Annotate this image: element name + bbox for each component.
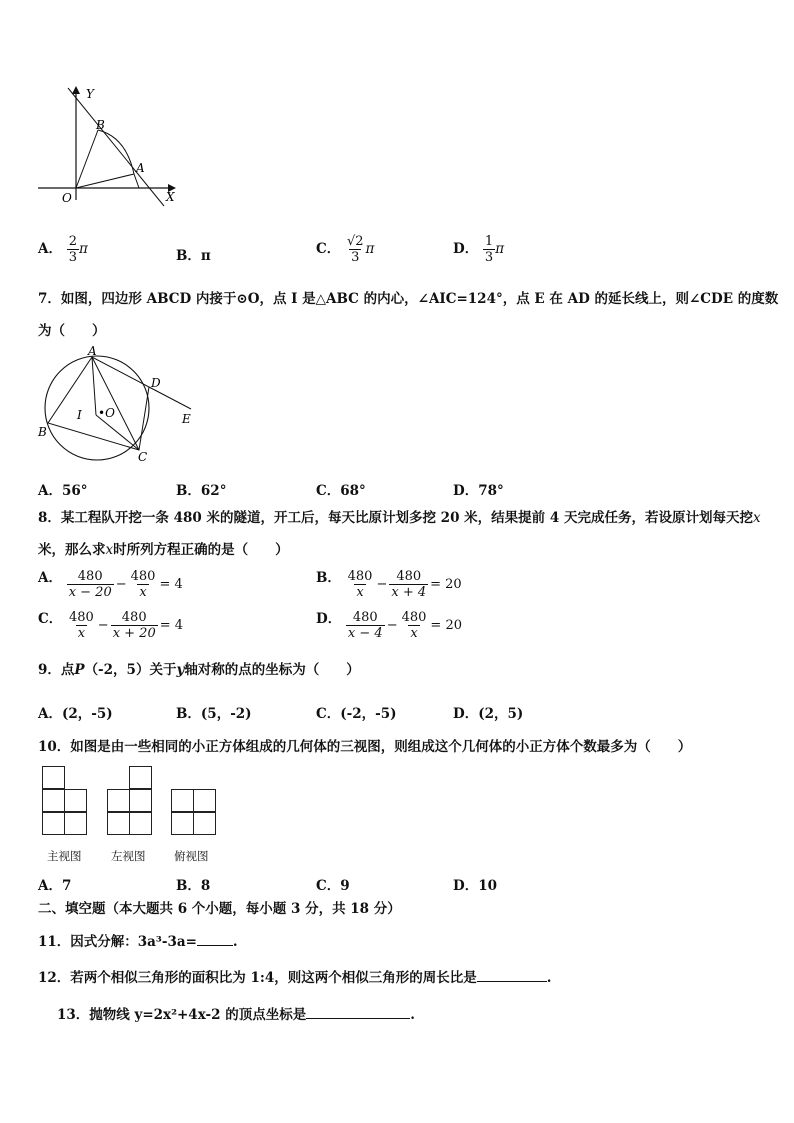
q7-option-b: B．62° bbox=[176, 483, 227, 499]
q7-option-a: A．56° bbox=[38, 483, 88, 499]
front-view-label: 主视图 bbox=[47, 849, 82, 863]
q13-text: 13．抛物线 y=2x²+4x-2 的顶点坐标是 . bbox=[57, 1004, 415, 1024]
q8-text-line2 bbox=[38, 541, 289, 559]
q10-option-c: C．9 bbox=[316, 878, 350, 894]
q8-option-c: C． $\frac{480}{x}$ − $\frac{480}{x + 20}$ = 4 bbox=[38, 609, 184, 641]
segment-ac bbox=[92, 357, 139, 450]
q9-option-a: A．(2，-5) bbox=[38, 706, 113, 722]
q7-text-line2: 为（ ） bbox=[38, 323, 106, 339]
segment-oa bbox=[76, 174, 134, 188]
top-view-label: 俯视图 bbox=[174, 849, 209, 863]
q7-option-d: D．78° bbox=[453, 483, 504, 499]
arc-ab bbox=[98, 130, 139, 188]
label-e: E bbox=[182, 412, 191, 426]
q6-option-a: A． $\frac{2}{3}$ π bbox=[38, 234, 88, 265]
q9-option-b: B．(5，-2) bbox=[176, 706, 252, 722]
q12-answer-blank[interactable] bbox=[477, 967, 547, 982]
q8-text-line1 bbox=[38, 509, 761, 527]
q8-line1-text: 8．某工程队开挖一条 480 米的隧道，开工后，每天比原计划多挖 20 米，结果提前 4 天完成任务，若设原计划每天挖 bbox=[38, 510, 753, 526]
q10-three-views bbox=[38, 762, 220, 866]
q8-option-b: B． $\frac{480}{x}$ − $\frac{480}{x + 4}$ = 20 bbox=[316, 568, 462, 600]
label-x: X bbox=[166, 190, 175, 204]
label-i: I bbox=[77, 408, 82, 422]
segment-ai bbox=[92, 357, 96, 415]
q7-figure bbox=[34, 343, 199, 465]
side-view-label: 左视图 bbox=[111, 849, 146, 863]
side-view bbox=[107, 766, 155, 838]
q8-line2-a: 米，那么求 bbox=[38, 542, 106, 558]
q8-option-d: D． $\frac{480}{x - 4}$ − $\frac{480}{x}$ = 20 bbox=[316, 609, 462, 641]
label-c: C bbox=[138, 450, 148, 464]
y-axis-arrow bbox=[72, 86, 80, 94]
segment-ic bbox=[96, 415, 139, 450]
q9-option-d: D．(2，5) bbox=[453, 706, 524, 722]
q6-option-c: C． $\frac{√2}{3}$ π bbox=[316, 234, 375, 265]
q6-figure bbox=[34, 82, 184, 207]
q10-text: 10．如图是由一些相同的小正方体组成的几何体的三视图，则组成这个几何体的小正方体个数最多为（ ） bbox=[38, 739, 692, 755]
q9-option-c: C．(-2，-5) bbox=[316, 706, 397, 722]
label-b: B bbox=[96, 118, 105, 132]
label-y: Y bbox=[86, 87, 94, 101]
q6-option-d: D． $\frac{1}{3}$ π bbox=[453, 234, 505, 265]
top-view bbox=[171, 789, 219, 837]
label-a: A bbox=[136, 161, 145, 175]
q7-text-line1: 7．如图，四边形 ABCD 内接于⊙O，点 I 是△ABC 的内心，∠AIC=124°，点 E 在 AD 的延长线上，则∠CDE 的度数 bbox=[38, 291, 779, 307]
q10-option-d: D．10 bbox=[453, 878, 497, 894]
q10-option-b: B．8 bbox=[176, 878, 211, 894]
section-title: 二、填空题（本大题共 6 个小题，每小题 3 分，共 18 分） bbox=[38, 901, 401, 917]
q11-text: 11．因式分解：3a³-3a= . bbox=[38, 931, 238, 951]
segment-ob bbox=[76, 130, 98, 188]
q6-option-b: B．π bbox=[176, 248, 211, 264]
label-a: A bbox=[88, 344, 97, 358]
q8-line2-b: 时所列方程正确的是（ ） bbox=[113, 542, 289, 558]
q13-answer-blank[interactable] bbox=[306, 1004, 410, 1019]
q8-var-x2: x bbox=[105, 542, 114, 558]
label-o: •O bbox=[98, 406, 115, 420]
circle-o bbox=[45, 356, 149, 460]
q10-option-a: A．7 bbox=[38, 878, 72, 894]
q7-option-c: C．68° bbox=[316, 483, 366, 499]
q12-text: 12．若两个相似三角形的面积比为 1:4，则这两个相似三角形的周长比是 . bbox=[38, 967, 551, 987]
label-o: O bbox=[62, 191, 72, 205]
line-de bbox=[149, 387, 191, 409]
front-view bbox=[42, 766, 90, 838]
q11-answer-blank[interactable] bbox=[197, 931, 233, 946]
q8-option-a: A． $\frac{480}{x - 20}$ − $\frac{480}{x}$ = 4 bbox=[38, 568, 183, 600]
label-d: D bbox=[151, 376, 161, 390]
label-b: B bbox=[38, 425, 47, 439]
q8-var-x: x bbox=[752, 510, 761, 526]
q9-text: 9．点P（-2，5）关于y轴对称的点的坐标为（ ） bbox=[38, 662, 360, 678]
